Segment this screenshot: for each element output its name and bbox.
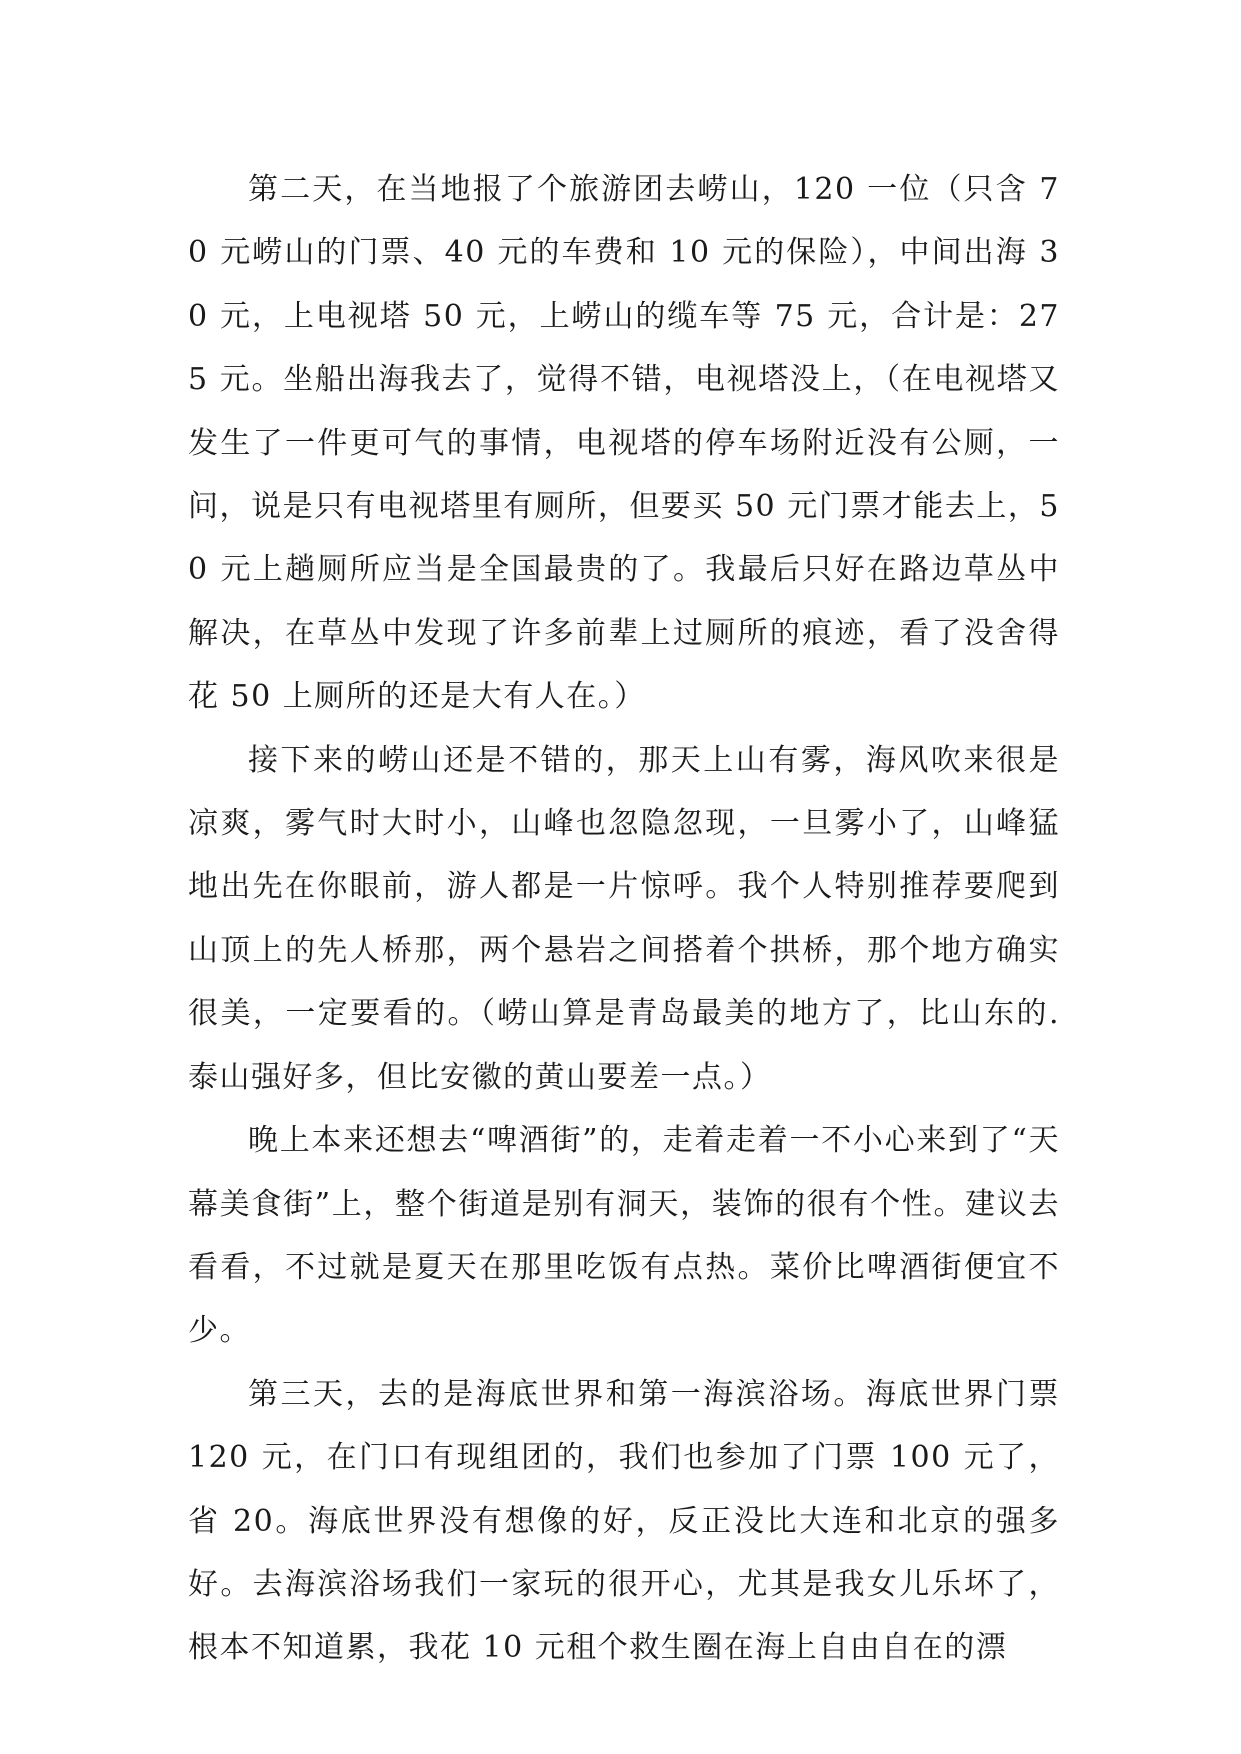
paragraph-day-three: 第三天，去的是海底世界和第一海滨浴场。海底世界门票 120 元，在门口有现组团的，我们也参加了门票 100 元了，省 20。海底世界没有想像的好，反正没比大连和北京的强多好。去海滨浴场我们一家玩的很开心，尤其是我女儿乐坏了，根本不知道累，我花 10 元租个救生圈在海上自由自在的漂 <box>188 1376 1060 1666</box>
paragraph-laoshan: 接下来的崂山还是不错的，那天上山有雾，海风吹来很是凉爽，雾气时大时小，山峰也忽隐忽现，一旦雾小了，山峰猛地出先在你眼前，游人都是一片惊呼。我个人特别推荐要爬到山顶上的先人桥那，两个悬岩之间搭着个拱桥，那个地方确实很美，一定要看的。（崂山算是青岛最美的地方了，比山东的.泰山强好多，但比安徽的黄山要差一点。） <box>188 742 1060 1095</box>
paragraph-day-two: 第二天，在当地报了个旅游团去崂山，120 一位（只含 70 元崂山的门票、40 元的车费和 10 元的保险），中间出海 30 元，上电视塔 50 元，上崂山的缆车等 75 元，合计是：275 元。坐船出海我去了，觉得不错，电视塔没上，（在电视塔又发生了一件更可气的事情，电视塔的停车场附近没有公厕，一问，说是只有电视塔里有厕所，但要买 50 元门票才能去上，50 元上趟厕所应当是全国最贵的了。我最后只好在路边草丛中解决，在草丛中发现了许多前辈上过厕所的痕迹，看了没舍得花 50 上厕所的还是大有人在。） <box>188 172 1060 715</box>
paragraph-evening: 晚上本来还想去“啤酒街”的，走着走着一不小心来到了“天幕美食街”上，整个街道是别有洞天，装饰的很有个性。建议去看看，不过就是夏天在那里吃饭有点热。菜价比啤酒街便宜不少。 <box>188 1123 1060 1349</box>
document-body <box>188 158 1060 1680</box>
